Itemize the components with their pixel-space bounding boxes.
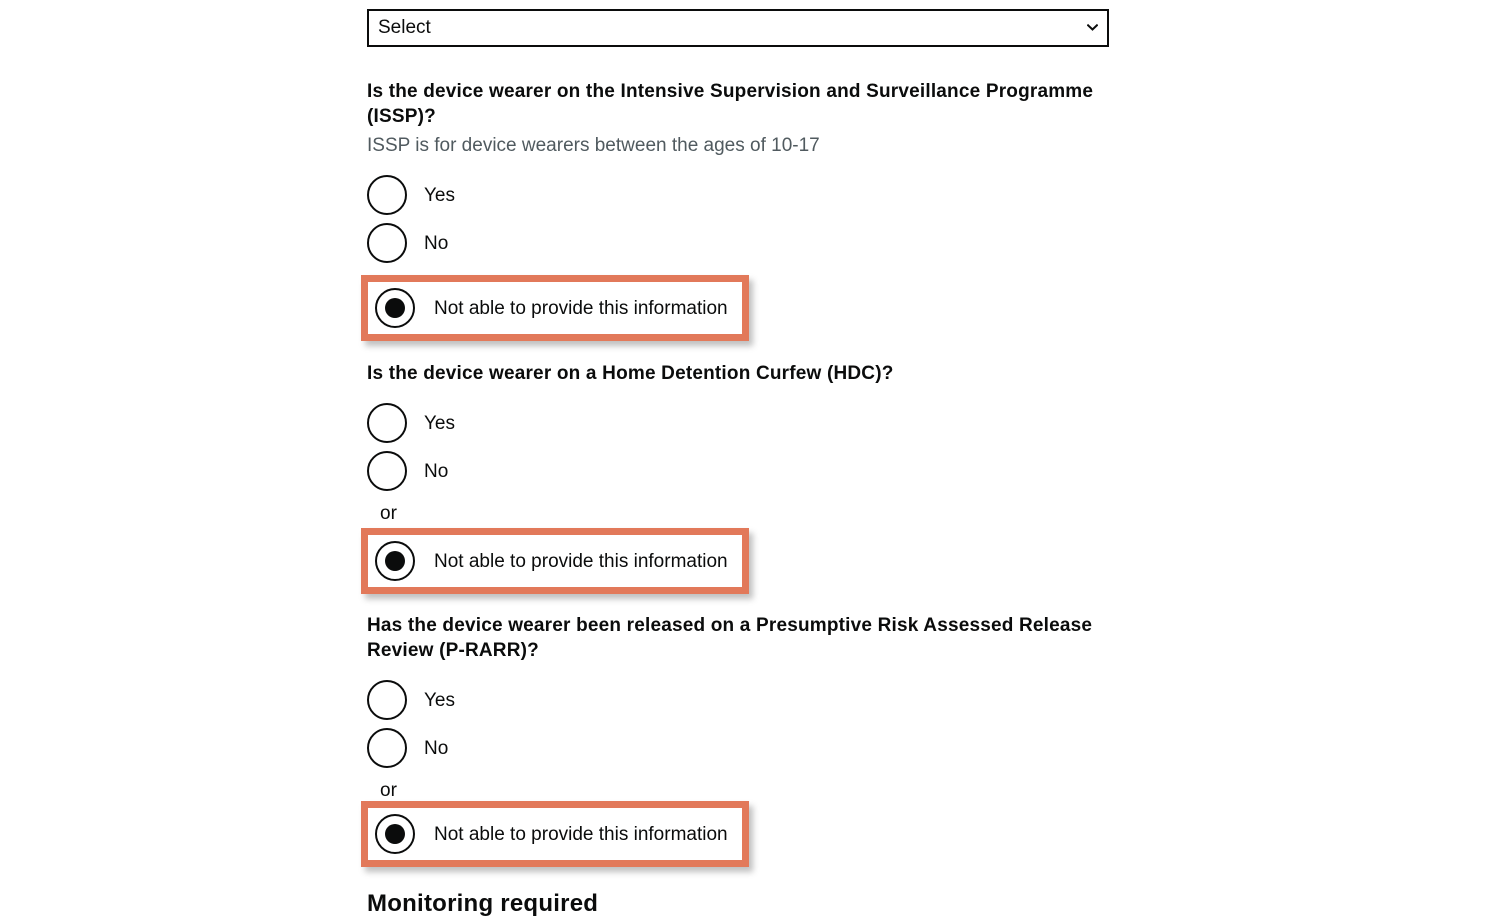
radio-circle-selected-icon[interactable] bbox=[375, 541, 415, 581]
radio-circle-icon[interactable] bbox=[367, 403, 407, 443]
cut-off-text-top bbox=[367, 0, 1119, 2]
radio-label: Yes bbox=[424, 689, 455, 711]
radio-option-not-able[interactable] bbox=[375, 811, 736, 857]
question-block-hdc bbox=[367, 361, 1127, 572]
radio-label: Yes bbox=[424, 184, 455, 206]
radio-circle-icon[interactable] bbox=[367, 451, 407, 491]
question-block-prarr bbox=[367, 613, 1125, 845]
question-hint: ISSP is for device wearers between the ages of 10-17 bbox=[367, 135, 820, 156]
highlighted-option-not-able[interactable] bbox=[361, 801, 749, 867]
highlighted-option-not-able[interactable] bbox=[361, 528, 749, 594]
radio-option-yes[interactable] bbox=[367, 399, 1127, 447]
radio-label: Not able to provide this information bbox=[434, 550, 728, 572]
radio-option-not-able[interactable] bbox=[375, 285, 736, 331]
radio-label: No bbox=[424, 460, 449, 482]
select-input[interactable] bbox=[367, 9, 1109, 47]
section-heading-monitoring-required: Monitoring required bbox=[367, 890, 599, 917]
radio-option-no[interactable] bbox=[367, 219, 1127, 267]
highlighted-option-not-able[interactable] bbox=[361, 275, 749, 341]
radio-option-yes[interactable] bbox=[367, 171, 1127, 219]
radio-label: Yes bbox=[424, 412, 455, 434]
radio-label: Not able to provide this information bbox=[434, 297, 728, 319]
radio-option-not-able[interactable] bbox=[375, 538, 736, 584]
radio-option-no[interactable] bbox=[367, 724, 1125, 772]
question-legend: Has the device wearer been released on a Presumptive Risk Assessed Release Review (P-RARR)? bbox=[367, 615, 1093, 661]
radio-option-yes[interactable] bbox=[367, 676, 1125, 724]
select-field-wrapper bbox=[367, 9, 1109, 47]
radio-circle-icon[interactable] bbox=[367, 175, 407, 215]
radio-circle-icon[interactable] bbox=[367, 223, 407, 263]
radio-label: No bbox=[424, 232, 449, 254]
radio-circle-icon[interactable] bbox=[367, 680, 407, 720]
question-legend: Is the device wearer on the Intensive Supervision and Surveillance Programme (ISSP)? bbox=[367, 81, 1094, 127]
radio-circle-icon[interactable] bbox=[367, 728, 407, 768]
radio-label: No bbox=[424, 737, 449, 759]
or-divider: or bbox=[380, 503, 397, 524]
or-divider: or bbox=[380, 780, 397, 801]
radio-circle-selected-icon[interactable] bbox=[375, 288, 415, 328]
question-legend: Is the device wearer on a Home Detention Curfew (HDC)? bbox=[367, 363, 894, 384]
radio-option-no[interactable] bbox=[367, 447, 1127, 495]
radio-label: Not able to provide this information bbox=[434, 823, 728, 845]
question-block-issp bbox=[367, 79, 1127, 319]
radio-circle-selected-icon[interactable] bbox=[375, 814, 415, 854]
